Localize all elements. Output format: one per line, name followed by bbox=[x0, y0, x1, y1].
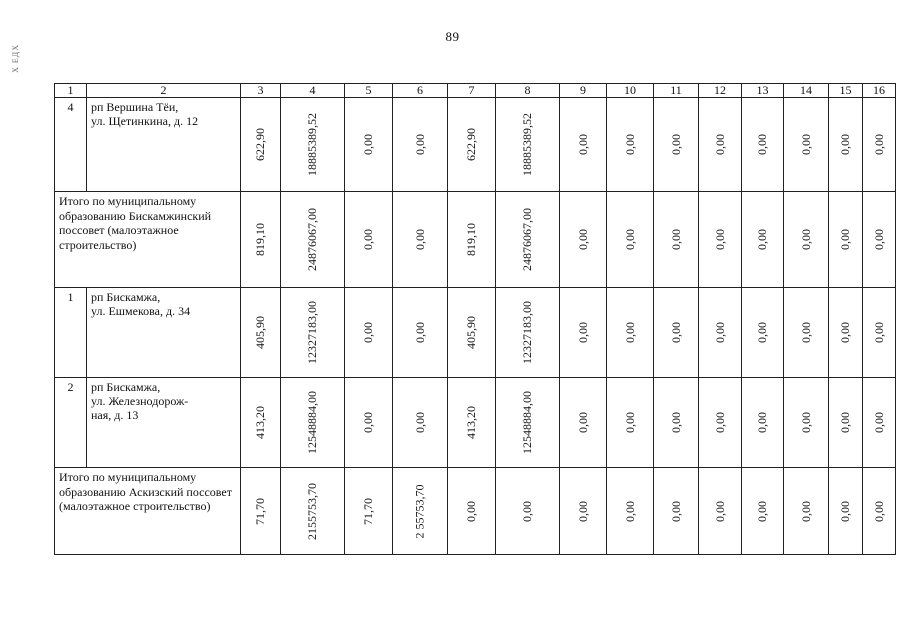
value-cell bbox=[345, 192, 393, 288]
value-text: 0,00 bbox=[712, 229, 727, 250]
total-label: Итого по муниципальному образованию Аскизский поссовет (малоэтажное строительство) bbox=[55, 468, 241, 555]
value-text: 0,00 bbox=[798, 134, 813, 155]
value-cell bbox=[607, 192, 654, 288]
value-cell bbox=[784, 378, 829, 468]
value-cell bbox=[496, 288, 560, 378]
value-text: 24876067,00 bbox=[305, 208, 319, 271]
value-text: 12548884,00 bbox=[305, 391, 319, 454]
value-cell bbox=[241, 288, 281, 378]
value-text: 0,00 bbox=[838, 229, 852, 250]
value-text: 12327183,00 bbox=[520, 301, 534, 364]
row-number: 1 bbox=[55, 288, 87, 378]
value-cell bbox=[281, 468, 345, 555]
value-text: 0,00 bbox=[838, 412, 852, 433]
value-cell bbox=[863, 378, 896, 468]
value-cell bbox=[654, 468, 699, 555]
total-label: Итого по муниципальному образованию Бискамжинский поссовет (малоэтажное строительство) bbox=[55, 192, 241, 288]
table-row bbox=[55, 98, 896, 192]
header-cell: 13 bbox=[742, 84, 784, 98]
value-text: 18885389,52 bbox=[520, 113, 534, 176]
value-cell bbox=[784, 192, 829, 288]
value-text: 71,70 bbox=[253, 497, 267, 525]
value-cell bbox=[393, 192, 448, 288]
value-cell bbox=[863, 468, 896, 555]
value-cell bbox=[448, 378, 496, 468]
header-cell: 7 bbox=[448, 84, 496, 98]
value-cell bbox=[560, 288, 607, 378]
value-cell bbox=[607, 98, 654, 192]
value-cell bbox=[607, 288, 654, 378]
value-cell bbox=[448, 288, 496, 378]
header-cell: 12 bbox=[699, 84, 742, 98]
value-cell bbox=[393, 378, 448, 468]
value-cell bbox=[281, 288, 345, 378]
value-text: 0,00 bbox=[798, 229, 813, 250]
value-text: 0,00 bbox=[464, 500, 478, 522]
value-text: 0,00 bbox=[712, 134, 727, 155]
value-text: 0,00 bbox=[755, 500, 769, 522]
value-text: 0,00 bbox=[798, 322, 813, 343]
value-text: 0,00 bbox=[712, 412, 727, 433]
value-cell bbox=[863, 288, 896, 378]
value-cell bbox=[496, 192, 560, 288]
value-cell bbox=[241, 192, 281, 288]
value-text: 12548884,00 bbox=[520, 391, 534, 454]
value-text: 622,90 bbox=[253, 128, 267, 161]
value-cell bbox=[241, 378, 281, 468]
value-cell bbox=[345, 288, 393, 378]
value-text: 0,00 bbox=[361, 134, 375, 155]
row-number: 4 bbox=[55, 98, 87, 192]
value-text: 0,00 bbox=[755, 412, 769, 433]
value-text: 0,00 bbox=[622, 229, 637, 250]
value-cell bbox=[496, 468, 560, 555]
value-cell bbox=[560, 192, 607, 288]
value-cell bbox=[281, 192, 345, 288]
value-text: 0,00 bbox=[838, 500, 852, 522]
value-text: 0,00 bbox=[622, 500, 637, 522]
value-cell bbox=[448, 192, 496, 288]
value-text: 405,90 bbox=[253, 316, 267, 349]
value-cell bbox=[742, 192, 784, 288]
table-row bbox=[55, 468, 896, 555]
value-text: 0,00 bbox=[575, 500, 590, 522]
value-cell bbox=[784, 98, 829, 192]
address-cell: рп Бискамжа, ул. Железнодорож- ная, д. 13 bbox=[87, 378, 241, 468]
value-cell bbox=[654, 98, 699, 192]
value-text: 0,00 bbox=[575, 412, 590, 433]
value-cell bbox=[393, 98, 448, 192]
value-cell bbox=[829, 98, 863, 192]
margin-mark: Х ЕДХ bbox=[11, 44, 20, 73]
value-text: 0,00 bbox=[622, 134, 637, 155]
value-text: 819,10 bbox=[253, 223, 267, 256]
value-cell bbox=[345, 468, 393, 555]
value-text: 0,00 bbox=[412, 322, 427, 343]
header-cell: 9 bbox=[560, 84, 607, 98]
header-cell: 3 bbox=[241, 84, 281, 98]
value-text: 24876067,00 bbox=[520, 208, 534, 271]
value-cell bbox=[241, 98, 281, 192]
header-cell: 10 bbox=[607, 84, 654, 98]
value-cell bbox=[829, 288, 863, 378]
header-cell: 5 bbox=[345, 84, 393, 98]
value-text: 0,00 bbox=[838, 322, 852, 343]
header-cell: 11 bbox=[654, 84, 699, 98]
value-cell bbox=[393, 288, 448, 378]
value-cell bbox=[448, 468, 496, 555]
value-text: 0,00 bbox=[871, 229, 886, 250]
value-cell bbox=[742, 468, 784, 555]
value-cell bbox=[448, 98, 496, 192]
value-text: 2 55753,70 bbox=[412, 484, 427, 538]
value-text: 0,00 bbox=[871, 412, 886, 433]
header-cell: 16 bbox=[863, 84, 896, 98]
value-text: 0,00 bbox=[712, 322, 727, 343]
value-text: 819,10 bbox=[464, 223, 478, 256]
value-text: 0,00 bbox=[668, 229, 683, 250]
value-cell bbox=[699, 378, 742, 468]
value-text: 18885389,52 bbox=[305, 113, 319, 176]
value-text: 0,00 bbox=[798, 500, 813, 522]
value-cell bbox=[241, 468, 281, 555]
value-cell bbox=[829, 192, 863, 288]
value-cell bbox=[863, 192, 896, 288]
value-cell bbox=[829, 378, 863, 468]
value-text: 0,00 bbox=[575, 322, 590, 343]
value-text: 0,00 bbox=[798, 412, 813, 433]
value-text: 413,20 bbox=[253, 406, 267, 439]
value-cell bbox=[496, 98, 560, 192]
value-text: 0,00 bbox=[361, 229, 375, 250]
value-text: 0,00 bbox=[361, 322, 375, 343]
header-cell: 2 bbox=[87, 84, 241, 98]
row-number: 2 bbox=[55, 378, 87, 468]
value-text: 0,00 bbox=[412, 412, 427, 433]
header-cell: 15 bbox=[829, 84, 863, 98]
value-text: 0,00 bbox=[755, 229, 769, 250]
value-text: 0,00 bbox=[361, 412, 375, 433]
value-text: 0,00 bbox=[871, 500, 886, 522]
address-cell: рп Бискамжа, ул. Ешмекова, д. 34 bbox=[87, 288, 241, 378]
value-cell bbox=[607, 468, 654, 555]
header-cell: 1 bbox=[55, 84, 87, 98]
header-cell: 8 bbox=[496, 84, 560, 98]
value-cell bbox=[654, 192, 699, 288]
value-cell bbox=[560, 98, 607, 192]
table-row bbox=[55, 378, 896, 468]
value-text: 0,00 bbox=[871, 322, 886, 343]
value-text: 0,00 bbox=[520, 500, 534, 522]
header-cell: 14 bbox=[784, 84, 829, 98]
value-text: 0,00 bbox=[755, 322, 769, 343]
value-text: 0,00 bbox=[575, 134, 590, 155]
value-text: 413,20 bbox=[464, 406, 478, 439]
value-cell bbox=[699, 192, 742, 288]
value-text: 12327183,00 bbox=[305, 301, 319, 364]
value-text: 0,00 bbox=[712, 500, 727, 522]
header-cell: 6 bbox=[393, 84, 448, 98]
value-cell bbox=[829, 468, 863, 555]
value-cell bbox=[496, 378, 560, 468]
value-text: 622,90 bbox=[464, 128, 478, 161]
value-cell bbox=[654, 288, 699, 378]
value-cell bbox=[699, 468, 742, 555]
value-cell bbox=[560, 378, 607, 468]
value-text: 0,00 bbox=[755, 134, 769, 155]
value-cell bbox=[345, 98, 393, 192]
value-cell bbox=[345, 378, 393, 468]
value-cell bbox=[699, 98, 742, 192]
value-text: 0,00 bbox=[622, 412, 637, 433]
value-text: 0,00 bbox=[412, 229, 427, 250]
value-cell bbox=[654, 378, 699, 468]
value-cell bbox=[742, 378, 784, 468]
value-cell bbox=[281, 98, 345, 192]
table-row bbox=[55, 192, 896, 288]
table-row bbox=[55, 288, 896, 378]
value-text: 0,00 bbox=[412, 134, 427, 155]
value-cell bbox=[281, 378, 345, 468]
page-number: 89 bbox=[445, 29, 460, 44]
value-cell bbox=[742, 98, 784, 192]
value-cell bbox=[560, 468, 607, 555]
header-cell: 4 bbox=[281, 84, 345, 98]
address-cell: рп Вершина Тёи, ул. Щетинкина, д. 12 bbox=[87, 98, 241, 192]
data-table bbox=[54, 83, 896, 555]
value-text: 0,00 bbox=[668, 134, 683, 155]
value-text: 0,00 bbox=[838, 134, 852, 155]
value-cell bbox=[784, 288, 829, 378]
value-cell bbox=[863, 98, 896, 192]
value-text: 2155753,70 bbox=[305, 482, 319, 540]
value-text: 0,00 bbox=[668, 500, 683, 522]
value-cell bbox=[393, 468, 448, 555]
value-text: 0,00 bbox=[871, 134, 886, 155]
value-cell bbox=[784, 468, 829, 555]
value-text: 0,00 bbox=[622, 322, 637, 343]
value-text: 0,00 bbox=[668, 322, 683, 343]
value-cell bbox=[742, 288, 784, 378]
value-cell bbox=[607, 378, 654, 468]
header-row bbox=[55, 84, 896, 98]
value-text: 71,70 bbox=[361, 497, 375, 525]
value-text: 0,00 bbox=[668, 412, 683, 433]
value-cell bbox=[699, 288, 742, 378]
value-text: 405,90 bbox=[464, 316, 478, 349]
value-text: 0,00 bbox=[575, 229, 590, 250]
